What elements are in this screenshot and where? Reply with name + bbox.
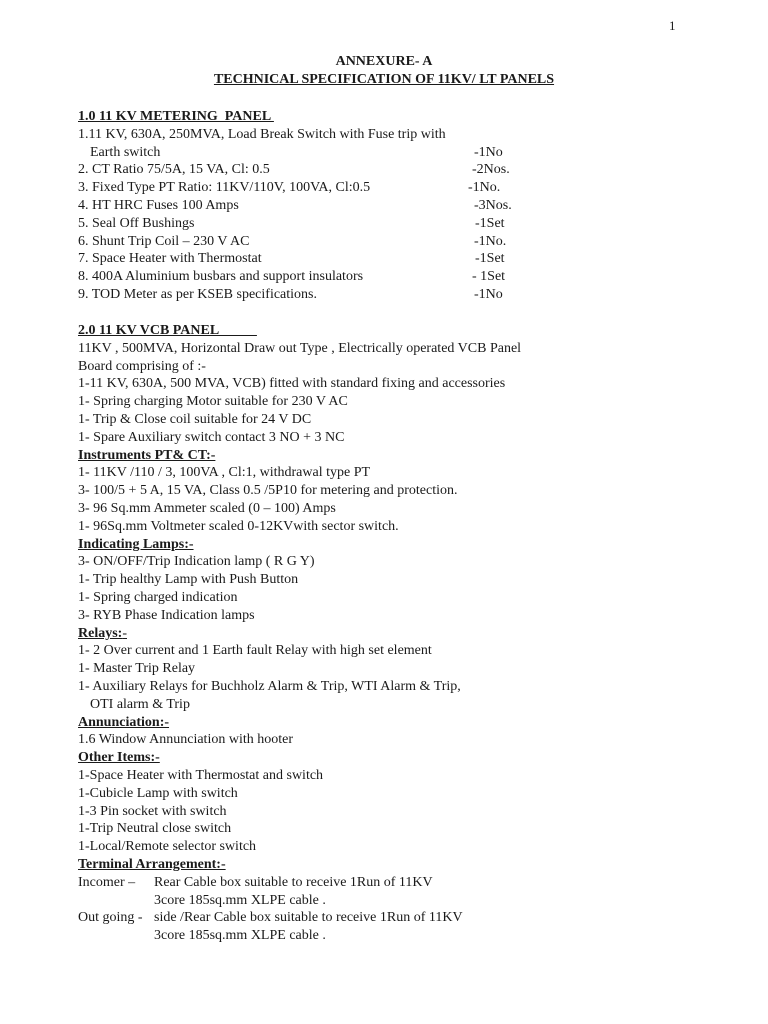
spec-qty: -1No. (474, 233, 507, 249)
section-heading: 2.0 11 KV VCB PANEL (78, 323, 257, 338)
list-item: 1- Trip healthy Lamp with Push Button (78, 572, 299, 588)
list-item: 1-Space Heater with Thermostat and switch (78, 767, 324, 783)
list-item: 1- 11KV /110 / 3, 100VA , Cl:1, withdrawal type PT (78, 465, 371, 481)
spec-qty: -1Set (475, 215, 505, 231)
list-item: 1-Trip Neutral close switch (78, 821, 232, 837)
intro-line: 11KV , 500MVA, Horizontal Draw out Type , Electrically operated VCB Panel (78, 340, 522, 356)
spec-item (78, 126, 638, 144)
list-item: 3- ON/OFF/Trip Indication lamp ( R G Y) (78, 554, 315, 570)
intro-line: Board comprising of :- (78, 358, 206, 374)
incomer-row (78, 874, 678, 892)
incomer-text-cont: 3core 185sq.mm XLPE cable . (154, 892, 326, 908)
list-item: 1- Spring charged indication (78, 589, 238, 605)
page-number: 1 (669, 18, 676, 33)
annexure-title: ANNEXURE- A (335, 54, 433, 69)
relays-heading-text: Relays: (78, 625, 123, 641)
spec-item (78, 250, 638, 268)
spec-qty: -3Nos. (474, 197, 512, 213)
spec-text: 1.11 KV, 630A, 250MVA, Load Break Switch with Fuse trip with (78, 126, 446, 142)
section-heading: 1.0 11 KV METERING PANEL (78, 109, 274, 124)
spec-qty: -1No (474, 286, 503, 302)
lamps-heading: Indicating Lamps:- (78, 536, 194, 552)
list-item: OTI alarm & Trip (90, 696, 190, 712)
outgoing-row (78, 909, 678, 927)
spec-item (78, 179, 638, 197)
outgoing-text-cont: 3core 185sq.mm XLPE cable . (154, 928, 326, 944)
spec-item (78, 268, 638, 286)
outgoing-row-cont (78, 927, 678, 945)
list-item: 1- Master Trip Relay (78, 661, 196, 677)
spec-item (78, 161, 638, 179)
spec-qty: -2Nos. (472, 162, 510, 178)
document-title: TECHNICAL SPECIFICATION OF 11KV/ LT PANELS (213, 72, 555, 87)
annunciation-heading: Annunciation:- (78, 714, 170, 730)
incomer-text: Rear Cable box suitable to receive 1Run of 11KV (154, 874, 433, 890)
incomer-label: Incomer – (78, 874, 136, 890)
spec-text: 6. Shunt Trip Coil – 230 V AC (78, 233, 250, 249)
list-item: 3- RYB Phase Indication lamps (78, 607, 255, 623)
list-item: 3- 96 Sq.mm Ammeter scaled (0 – 100) Amps (78, 500, 336, 516)
outgoing-label: Out going - (78, 910, 143, 926)
relays-heading (78, 625, 678, 643)
terminal-heading: Terminal Arrangement:- (78, 856, 226, 872)
outgoing-text: side /Rear Cable box suitable to receive 1Run of 11KV (154, 910, 463, 926)
intro-line: 1- Trip & Close coil suitable for 24 V DC (78, 411, 312, 427)
spec-text: 4. HT HRC Fuses 100 Amps (78, 197, 239, 213)
spec-qty: - 1Set (472, 269, 506, 285)
list-item: 1.6 Window Annunciation with hooter (78, 732, 293, 748)
instruments-heading: Instruments PT& CT:- (78, 447, 216, 463)
spec-item (78, 233, 638, 251)
spec-qty: -1No. (468, 180, 501, 196)
list-item: 1-Local/Remote selector switch (78, 839, 257, 855)
spec-item (78, 144, 638, 162)
relays-heading-suffix: - (122, 625, 127, 641)
spec-text: 8. 400A Aluminium busbars and support insulators (78, 269, 364, 285)
list-item: 1-3 Pin socket with switch (78, 803, 227, 819)
spec-text: 9. TOD Meter as per KSEB specifications. (78, 286, 317, 302)
spec-qty: -1No (474, 144, 503, 160)
intro-line: 1-11 KV, 630A, 500 MVA, VCB) fitted with standard fixing and accessories (78, 376, 506, 392)
spec-text: 5. Seal Off Bushings (78, 215, 195, 231)
spec-text: 7. Space Heater with Thermostat (78, 251, 262, 267)
list-item: 1- 96Sq.mm Voltmeter scaled 0-12KVwith sector switch. (78, 518, 399, 534)
metering-panel-section (78, 108, 638, 304)
vcb-panel-section (78, 322, 678, 945)
intro-line: 1- Spare Auxiliary switch contact 3 NO + 3 NC (78, 429, 345, 445)
spec-text: 3. Fixed Type PT Ratio: 11KV/110V, 100VA, Cl:0.5 (78, 180, 371, 196)
spec-qty: -1Set (475, 251, 505, 267)
list-item: 1- Auxiliary Relays for Buchholz Alarm & Trip, WTI Alarm & Trip, (78, 678, 461, 694)
other-items-heading: Other Items:- (78, 750, 160, 766)
spec-item (78, 197, 638, 215)
incomer-row-cont (78, 892, 678, 910)
spec-item (78, 286, 638, 304)
list-item: 1- 2 Over current and 1 Earth fault Relay with high set element (78, 643, 432, 659)
list-item: 3- 100/5 + 5 A, 15 VA, Class 0.5 /5P10 for metering and protection. (78, 483, 458, 499)
list-item: 1-Cubicle Lamp with switch (78, 785, 238, 801)
intro-line: 1- Spring charging Motor suitable for 230 V AC (78, 394, 348, 410)
spec-text: 2. CT Ratio 75/5A, 15 VA, Cl: 0.5 (78, 162, 270, 178)
spec-item (78, 215, 638, 233)
spec-text: Earth switch (90, 144, 161, 160)
